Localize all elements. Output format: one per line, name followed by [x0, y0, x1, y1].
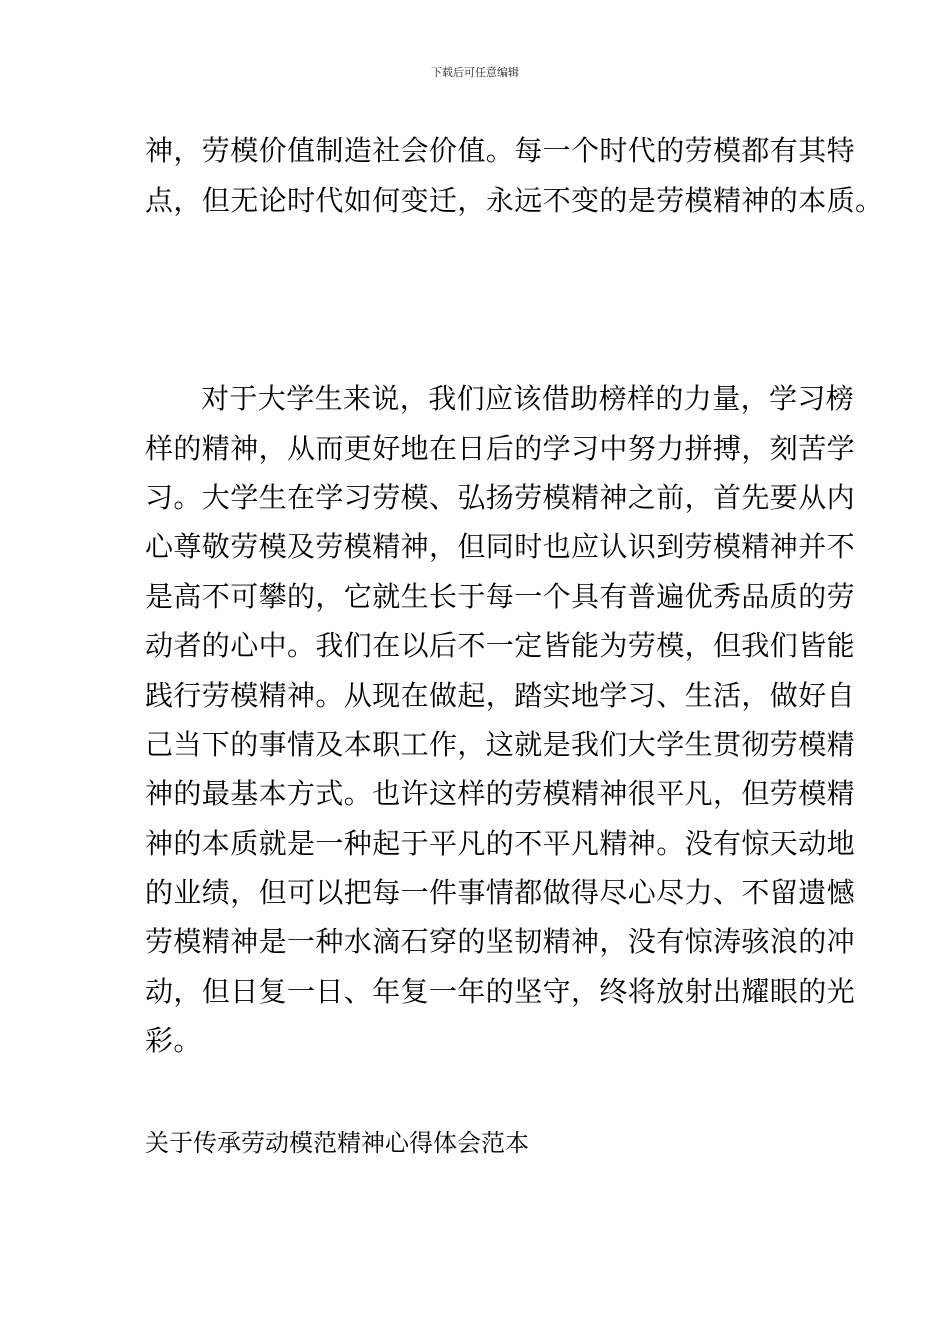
paragraph-line: 是高不可攀的，它就生长于每一个具有普遍优秀品质的劳: [145, 580, 856, 613]
paragraph-line: 动者的心中。我们在以后不一定皆能为劳模，但我们皆能: [145, 629, 856, 662]
header-note: 下载后可任意编辑: [431, 66, 519, 79]
section-title: 关于传承劳动模范精神心得体会范本: [145, 1129, 529, 1157]
paragraph-line: 神的最基本方式。也许这样的劳模精神很平凡，但劳模精: [145, 777, 856, 810]
paragraph-line: 习。大学生在学习劳模、弘扬劳模精神之前，首先要从内: [145, 481, 856, 514]
paragraph-line: 践行劳模精神。从现在做起，踏实地学习、生活，做好自: [145, 679, 856, 712]
paragraph-line: 的业绩，但可以把每一件事情都做得尽心尽力、不留遗憾: [145, 876, 856, 909]
paragraph-line: 点，但无论时代如何变迁，永远不变的是劳模精神的本质。: [145, 184, 884, 217]
paragraph-line: 劳模精神是一种水滴石穿的坚韧精神，没有惊涛骇浪的冲: [145, 925, 856, 958]
paragraph-line: 己当下的事情及本职工作，这就是我们大学生贯彻劳模精: [145, 728, 856, 761]
paragraph-line: 彩。: [145, 1024, 202, 1057]
paragraph-line: 动，但日复一日、年复一年的坚守，终将放射出耀眼的光: [145, 975, 856, 1008]
paragraph-line: 对于大学生来说，我们应该借助榜样的力量，学习榜: [201, 382, 855, 415]
paragraph-line: 样的精神，从而更好地在日后的学习中努力拼搏，刻苦学: [145, 432, 856, 465]
paragraph-line: 神，劳模价值制造社会价值。每一个时代的劳模都有其特: [145, 134, 856, 167]
paragraph-line: 心尊敬劳模及劳模精神，但同时也应认识到劳模精神并不: [145, 530, 856, 563]
paragraph-line: 神的本质就是一种起于平凡的不平凡精神。没有惊天动地: [145, 827, 856, 860]
